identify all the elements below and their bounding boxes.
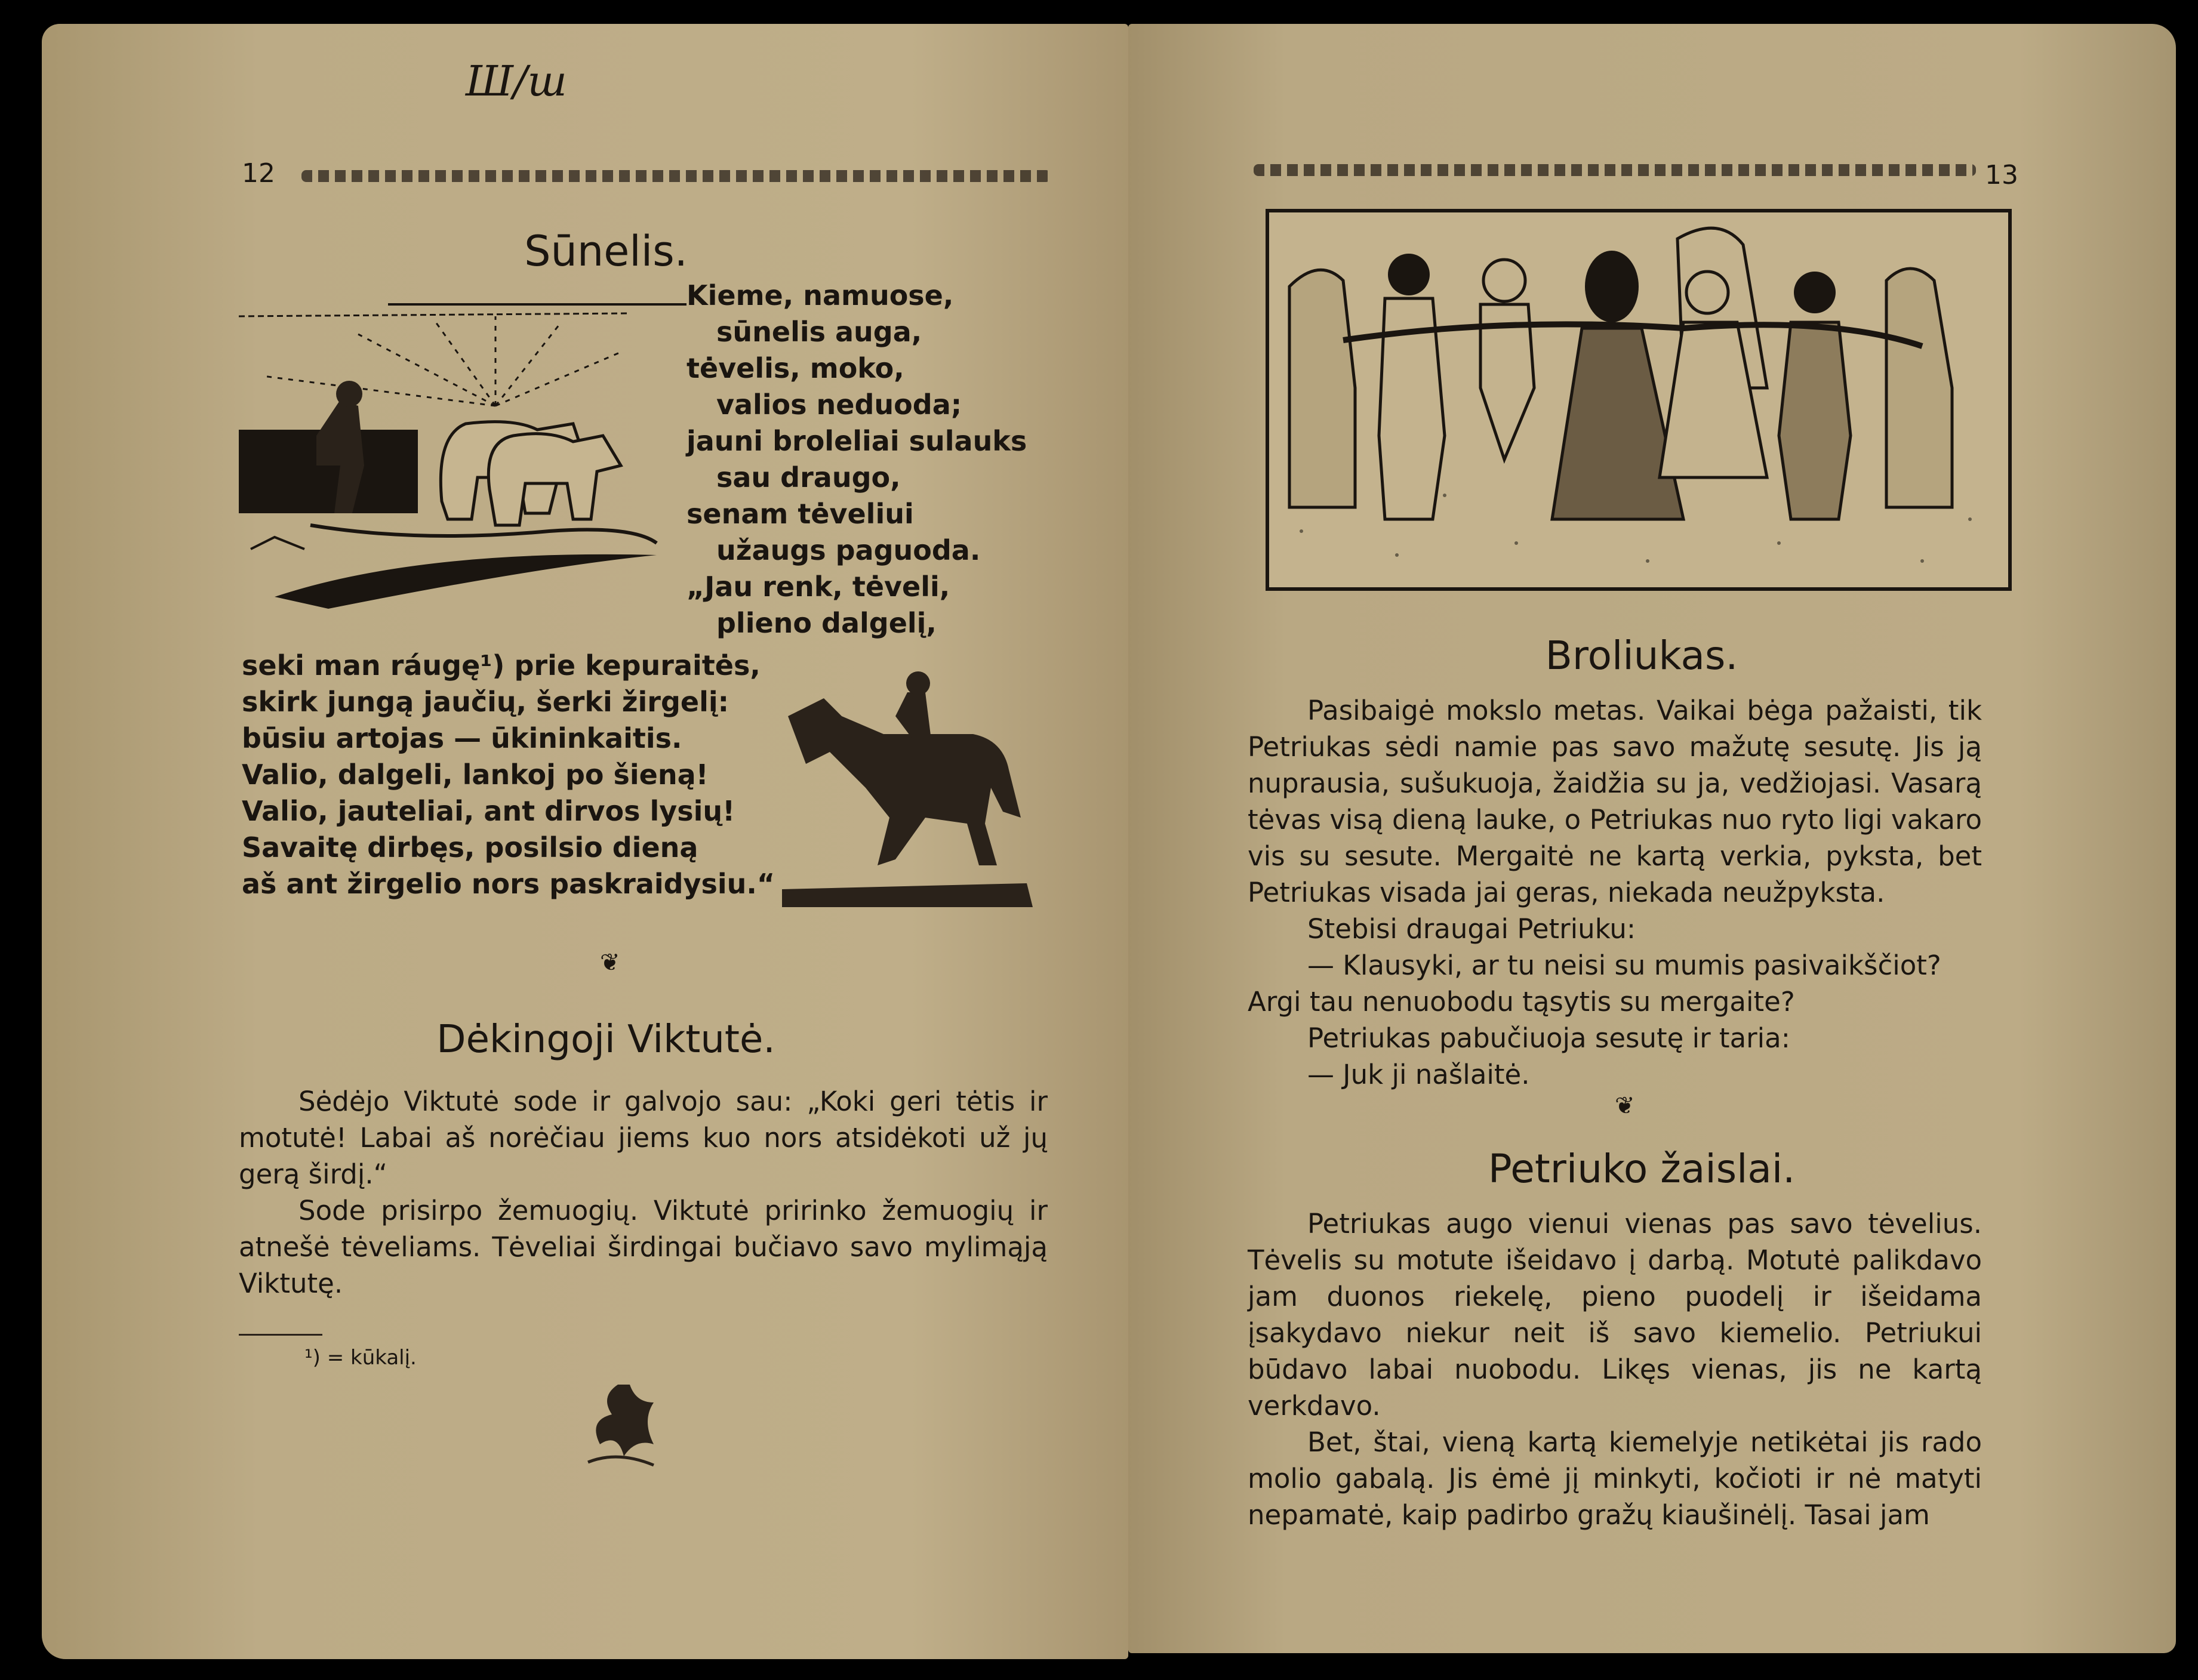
title-broliukas: Broliukas.	[1545, 633, 1738, 679]
broliukas-text	[1248, 692, 1982, 1093]
poem-line: jauni broleliai sulauks	[687, 425, 1027, 457]
poem-line: plieno dalgelį,	[716, 607, 937, 639]
ornament-divider	[301, 170, 1051, 182]
poem-line: sūnelis auga,	[716, 316, 922, 348]
poem-line: aš ant žirgelio nors paskraidysiu.“	[242, 868, 775, 900]
paragraph: Sode prisirpo žemuogių. Viktutė pririnko žemuogių ir atnešė tėveliams. Tėveliai širdingai bučiavo savo mylimąją Viktutę.	[239, 1195, 1048, 1299]
petriuko-zaislai-text	[1248, 1206, 1982, 1533]
title-dekingoji-viktute: Dėkingoji Viktutė.	[436, 1018, 775, 1062]
poem-line: užaugs paguoda.	[716, 534, 981, 566]
title-sunelis: Sūnelis.	[524, 227, 688, 276]
plowing-illustration	[239, 286, 716, 645]
handwritten-note: Ш/ш	[466, 57, 567, 106]
paragraph: Petriukas augo vienui vienas pas savo tėvelius. Tėvelis su motute išeidavo į darbą. Motutė palikdavo jam duonos riekelę, pieno puodelį ir išeidama įsakydavo niekur neit iš savo kiemelio. Petriukui būdavo labai nuobodu. Likęs vienas, jis ne kartą verkdavo.	[1248, 1208, 1982, 1422]
poem-line: Savaitę dirbęs, posilsio dieną	[242, 831, 698, 864]
paragraph: — Klausyki, ar tu neisi su mumis pasivaikščiot?	[1307, 950, 1941, 981]
footnote: ¹) = kūkalį.	[304, 1346, 417, 1370]
poem-line: Kieme, namuose,	[687, 279, 954, 312]
right-page	[1128, 24, 2176, 1653]
ornament-divider	[1254, 164, 1976, 176]
page-number: 12	[242, 158, 275, 189]
poem-line: „Jau renk, tėveli,	[687, 571, 950, 603]
poem-bottom	[242, 648, 775, 902]
paragraph: Bet, štai, vieną kartą kiemelyje netikėtai jis rado molio gabalą. Jis ėmė jį minkyti, kočioti ir nė matyti nepamatė, kaip padirbo gražų kiaušinėlį. Tasai jam	[1248, 1426, 1982, 1531]
poem-line: seki man ráugę¹) prie kepuraitės,	[242, 649, 761, 682]
paragraph: Stebisi draugai Petriuku:	[1307, 913, 1636, 945]
horse-rider-illustration	[776, 668, 1039, 919]
paragraph: Sėdėjo Viktutė sode ir galvojo sau: „Koki geri tėtis ir motutė! Labai aš norėčiau jiems kuo nors atsidėkoti už jų gerą širdį.“	[239, 1086, 1048, 1190]
paragraph: Petriukas pabučiuoja sesutę ir taria:	[1307, 1022, 1790, 1054]
left-page	[42, 24, 1128, 1659]
paragraph: Pasibaigė mokslo metas. Vaikai bėga pažaisti, tik Petriukas sėdi namie pas savo mažutę sesutę. Jis ją nuprausia, sušukuoja, žaidžia su ja, vedžiojasi. Vasarą tėvas visą dieną lauke, o Petriukas nuo ryto ligi vakaro vis su sesute. Mergaitė ne kartą verkia, pyksta, bet Petriukas visada jai geras, niekada neužpyksta.	[1248, 695, 1982, 908]
section-mark-icon: ❦	[1615, 1092, 1635, 1120]
title-petriuko-zaislai: Petriuko žaislai.	[1488, 1146, 1796, 1192]
poem-top	[687, 278, 1027, 642]
paragraph: — Juk ji našlaitė.	[1307, 1059, 1530, 1090]
poem-line: valios neduoda;	[716, 389, 962, 421]
poem-line: tėvelis, moko,	[687, 352, 904, 384]
footnote-rule	[239, 1334, 322, 1336]
poem-line: Valio, jauteliai, ant dirvos lysių!	[242, 795, 735, 827]
poem-line: skirk jungą jaučių, šerki žirgelį:	[242, 686, 729, 718]
page-number: 13	[1985, 160, 2018, 190]
poem-line: senam tėveliui	[687, 498, 914, 530]
children-dancing-illustration	[1266, 209, 2012, 591]
section-mark-icon: ❦	[600, 949, 620, 976]
viktute-text	[239, 1083, 1048, 1302]
poem-line: sau draugo,	[716, 461, 901, 494]
poem-line: būsiu artojas — ūkininkaitis.	[242, 722, 682, 754]
floral-ornament-icon	[576, 1373, 666, 1474]
poem-line: Valio, dalgeli, lankoj po šieną!	[242, 759, 709, 791]
paragraph: Argi tau nenuobodu tąsytis su mergaite?	[1248, 986, 1795, 1018]
